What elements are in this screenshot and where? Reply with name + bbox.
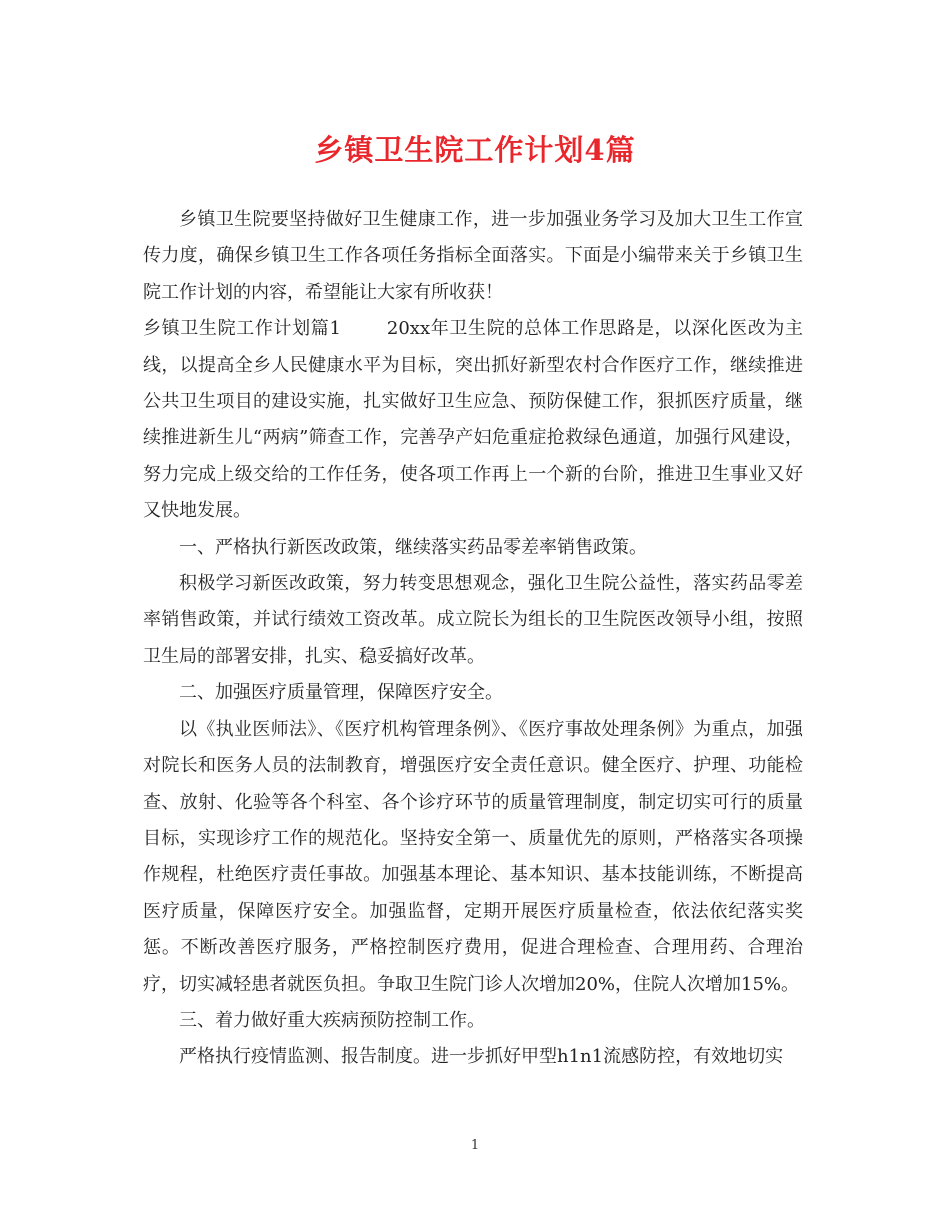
page-number: 1	[470, 1138, 480, 1153]
paragraph-2: 以《执业医师法》、《医疗机构管理条例》、《医疗事故处理条例》为重点，加强对院长和医务人员的法制教育，增强医疗安全责任意识。健全医疗、护理、功能检查、放射、化验等各个科室、各个诊疗环节的质量管理制度，制定切实可行的质量目标，实现诊疗工作的规范化。坚持安全第一、质量优先的原则，严格落实各项操作规程，杜绝医疗责任事故。加强基本理论、基本知识、基本技能训练，不断提高医疗质量，保障医疗安全。加强监督，定期开展医疗质量检查，依法依纪落实奖惩。不断改善医疗服务，严格控制医疗费用，促进合理检查、合理用药、合理治疗，切实减轻患者就医负担。争取卫生院门诊人次增加20%，住院人次增加15%。	[143, 718, 803, 995]
section1-paragraph	[143, 311, 803, 529]
section1-label: 乡镇卫生院工作计划篇1	[143, 318, 341, 340]
heading-3: 三、着力做好重大疾病预防控制工作。	[179, 1009, 485, 1031]
document-title: 乡镇卫生院工作计划4篇	[314, 133, 636, 167]
paragraph-3: 严格执行疫情监测、报告制度。进一步抓好甲型h1n1流感防控，有效地切实	[179, 1046, 784, 1068]
intro-paragraph: 乡镇卫生院要坚持做好卫生健康工作，进一步加强业务学习及加大卫生工作宣传力度，确保乡镇卫生工作各项任务指标全面落实。下面是小编带来关于乡镇卫生院工作计划的内容，希望能让大家有所收获！	[143, 209, 803, 303]
heading-1: 一、严格执行新医改政策，继续落实药品零差率销售政策。	[179, 536, 647, 558]
paragraph-1: 积极学习新医改政策，努力转变思想观念，强化卫生院公益性，落实药品零差率销售政策，并试行绩效工资改革。成立院长为组长的卫生院医改领导小组，按照卫生局的部署安排，扎实、稳妥搞好改革。	[143, 573, 803, 667]
document-body	[143, 202, 803, 1076]
section1-text: 20xx年卫生院的总体工作思路是，以深化医改为主线，以提高全乡人民健康水平为目标，突出抓好新型农村合作医疗工作，继续推进公共卫生项目的建设实施，扎实做好卫生应急、预防保健工作，狠抓医疗质量，继续推进新生儿“两病”筛查工作，完善孕产妇危重症抢救绿色通道，加强行风建设，努力完成上级交给的工作任务，使各项工作再上一个新的台阶，推进卫生事业又好又快地发展。	[143, 318, 803, 522]
heading-2: 二、加强医疗质量管理，保障医疗安全。	[179, 682, 503, 704]
